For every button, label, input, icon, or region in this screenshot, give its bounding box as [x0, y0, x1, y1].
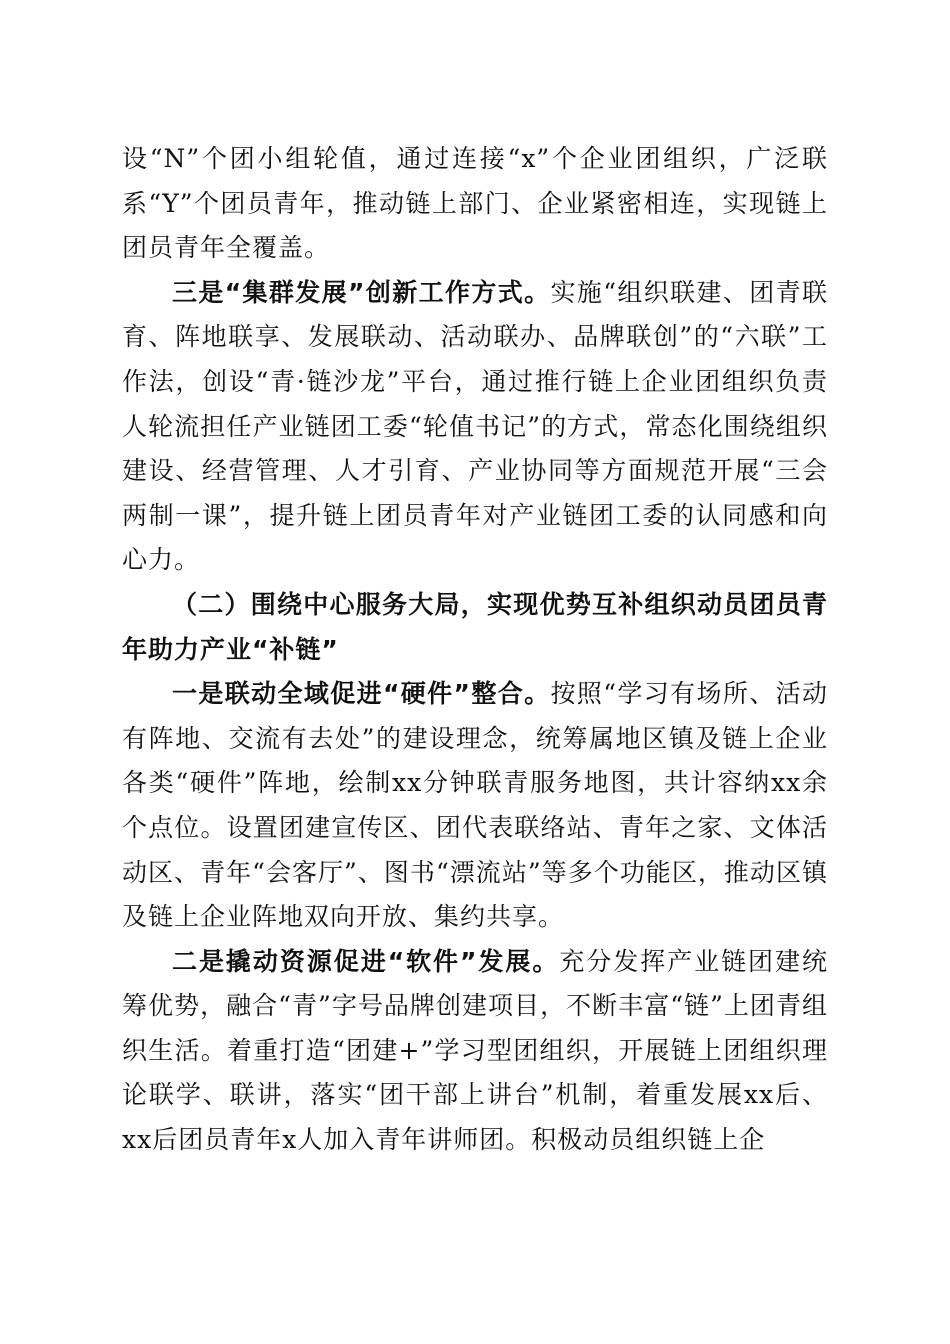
paragraph-hardware-integration — [122, 672, 828, 940]
paragraph-text: 充分发挥产业链团建统筹优势，融合“青”字号品牌创建项目，不断丰富“链”上团青组织生活。着重打造“团建+”学习型团组织，开展链上团组织理论联学、联讲，落实“团干部上讲台”机制，着重发展xx后、xx后团员青年x人加入青年讲师团。积极动员组织链上企 — [122, 946, 828, 1155]
section-heading — [122, 583, 828, 672]
paragraph-lead: 一是联动全域促进“硬件”整合。 — [172, 679, 551, 709]
paragraph-cluster-development — [122, 271, 828, 583]
document-body — [122, 137, 828, 1163]
section-heading-text: （二）围绕中心服务大局，实现优势互补组织动员团员青年助力产业“补链” — [122, 589, 828, 664]
paragraph-text: 设“N”个团小组轮值，通过连接“x”个企业团组织，广泛联系“Y”个团员青年，推动链上部门、企业紧密相连，实现链上团员青年全覆盖。 — [122, 144, 828, 263]
paragraph-lead: 二是撬动资源促进“软件”发展。 — [172, 946, 560, 976]
paragraph-text: 实施“组织联建、团青联育、阵地联享、发展联动、活动联办、品牌联创”的“六联”工作法，创设“青·链沙龙”平台，通过推行链上企业团组织负责人轮流担任产业链团工委“轮值书记”的方式，常态化围绕组织建设、经营管理、人才引育、产业协同等方面规范开展“三会两制一课”，提升链上团员青年对产业链团工委的认同感和向心力。 — [122, 277, 828, 575]
paragraph-continuation — [122, 137, 828, 271]
paragraph-lead: 三是“集群发展”创新工作方式。 — [172, 277, 551, 307]
paragraph-text: 按照“学习有场所、活动有阵地、交流有去处”的建设理念，统筹属地区镇及链上企业各类“硬件”阵地，绘制xx分钟联青服务地图，共计容纳xx余个点位。设置团建宣传区、团代表联络站、青年之家、文体活动区、青年“会客厅”、图书“漂流站”等多个功能区，推动区镇及链上企业阵地双向开放、集约共享。 — [122, 679, 828, 932]
paragraph-software-development — [122, 940, 828, 1163]
